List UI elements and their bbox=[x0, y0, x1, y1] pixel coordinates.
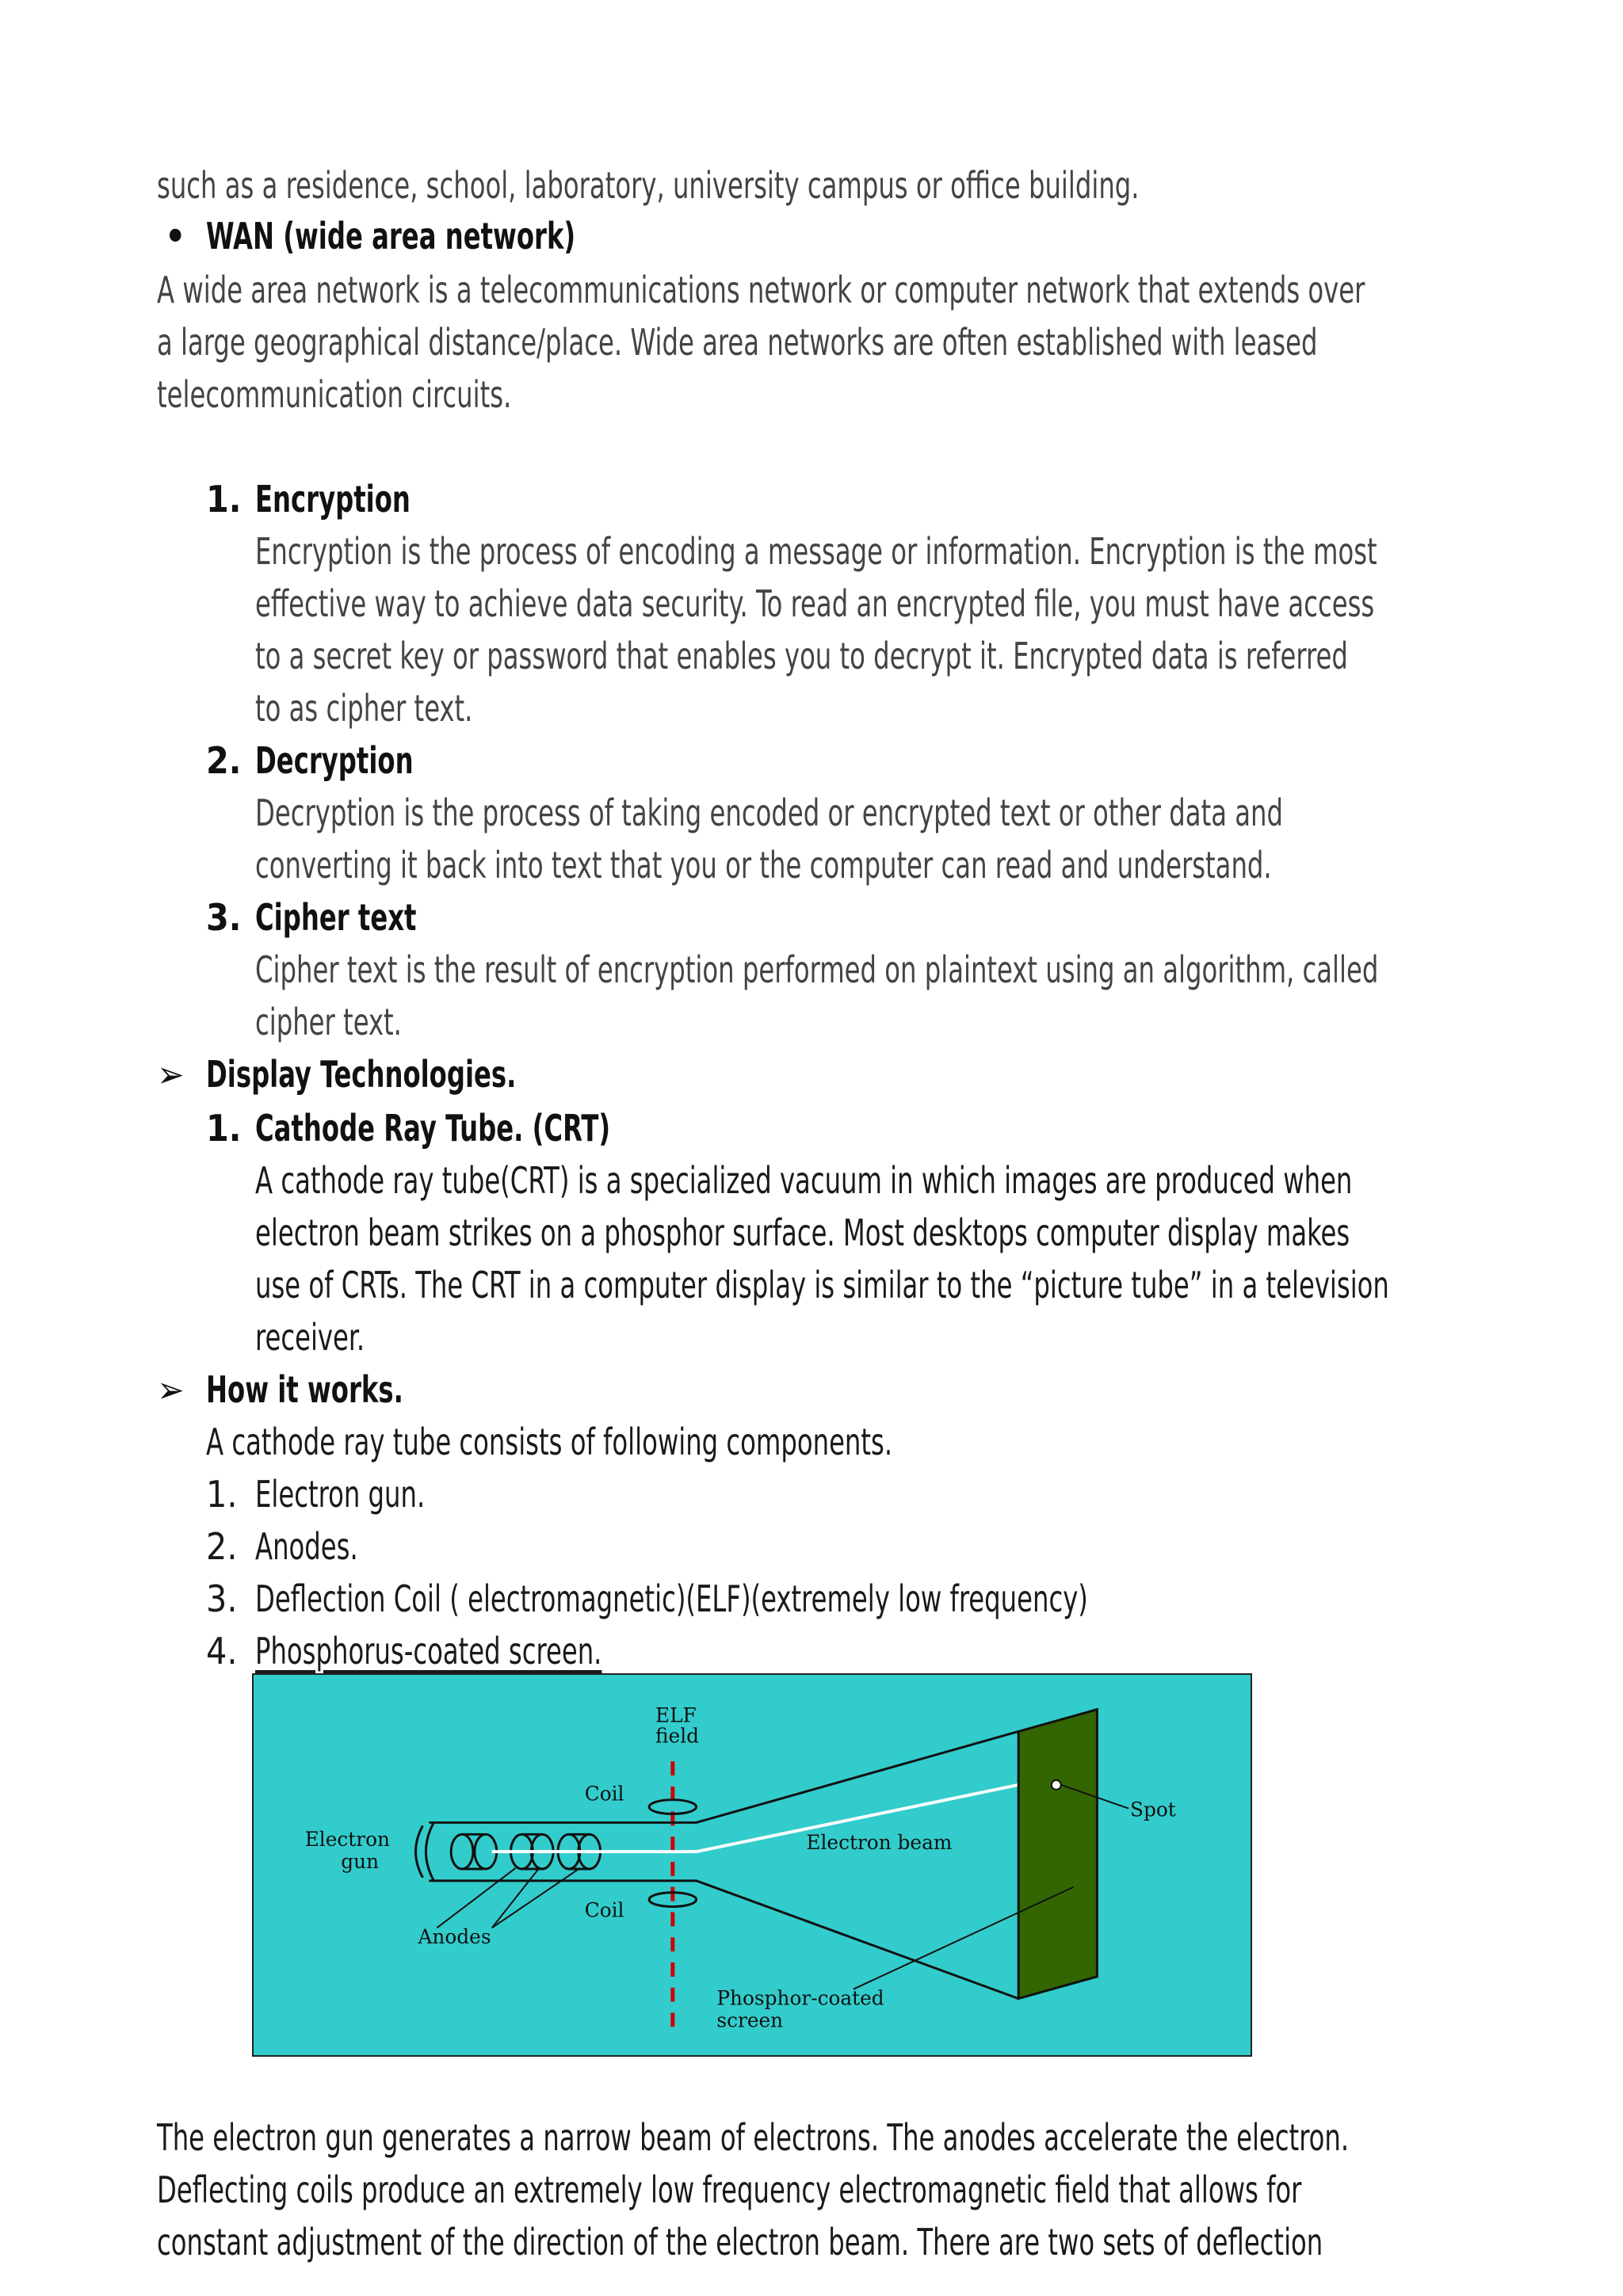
list-number: 2. bbox=[206, 739, 242, 782]
paragraph-line: receiver. bbox=[255, 1316, 365, 1359]
arrow-bullet-icon: ➢ bbox=[157, 1368, 185, 1411]
anodes-pointer bbox=[492, 1868, 540, 1928]
paragraph-line: A wide area network is a telecommunications network or computer network that extends over bbox=[157, 269, 1365, 311]
electron-beam-label: Electron beam bbox=[806, 1831, 953, 1855]
paragraph-line: such as a residence, school, laboratory, university campus or office building. bbox=[157, 164, 1140, 207]
paragraph-line: cipher text. bbox=[255, 1001, 402, 1043]
bullet-icon: • bbox=[165, 215, 186, 257]
paragraph-line: use of CRTs. The CRT in a computer display is similar to the “picture tube” in a television bbox=[255, 1264, 1389, 1306]
paragraph-line: telecommunication circuits. bbox=[157, 373, 512, 416]
elf-label: ELF bbox=[655, 1703, 697, 1727]
list-number: 1. bbox=[206, 1107, 242, 1150]
phosphor-screen bbox=[1018, 1710, 1097, 1999]
tube-back-outer bbox=[416, 1825, 423, 1877]
tube-back bbox=[426, 1822, 433, 1880]
spot-label: Spot bbox=[1130, 1798, 1176, 1821]
decryption-heading: Decryption bbox=[255, 739, 414, 782]
paragraph-line: A cathode ray tube consists of following components. bbox=[206, 1421, 893, 1463]
cipher-text-heading: Cipher text bbox=[255, 896, 417, 939]
list-number: 1. bbox=[206, 478, 242, 521]
field-label: field bbox=[655, 1724, 700, 1748]
coil-top-label: Coil bbox=[584, 1782, 624, 1806]
display-technologies-heading: Display Technologies. bbox=[206, 1053, 517, 1096]
paragraph-line: converting it back into text that you or the computer can read and understand. bbox=[255, 844, 1272, 887]
list-number: 3. bbox=[206, 896, 242, 939]
how-it-works-heading: How it works. bbox=[206, 1368, 403, 1411]
wan-heading: WAN (wide area network) bbox=[206, 215, 576, 257]
paragraph-line: constant adjustment of the direction of the electron beam. There are two sets of deflection bbox=[157, 2221, 1323, 2264]
paragraph-line: to a secret key or password that enables you to decrypt it. Encrypted data is referred bbox=[255, 635, 1348, 677]
component-item: Electron gun. bbox=[255, 1473, 426, 1516]
anodes-pointer bbox=[437, 1868, 515, 1928]
list-number: 2. bbox=[206, 1525, 238, 1568]
phosphor-coated-label: Phosphor-coated bbox=[716, 1986, 884, 2010]
electron-label: Electron bbox=[304, 1828, 390, 1852]
spot-icon bbox=[1052, 1780, 1061, 1790]
paragraph-line: effective way to achieve data security. To read an encrypted file, you must have access bbox=[255, 582, 1375, 625]
paragraph-line: electron beam strikes on a phosphor surface. Most desktops computer display makes bbox=[255, 1211, 1350, 1254]
anodes-label: Anodes bbox=[418, 1925, 491, 1949]
list-number: 3. bbox=[206, 1577, 238, 1620]
electron-gun-icon bbox=[451, 1834, 497, 1869]
paragraph-line: Cipher text is the result of encryption performed on plaintext using an algorithm, called bbox=[255, 948, 1379, 991]
paragraph-line: Decryption is the process of taking encoded or encrypted text or other data and bbox=[255, 791, 1283, 834]
crt-heading: Cathode Ray Tube. (CRT) bbox=[255, 1107, 611, 1150]
tube-upper-edge bbox=[429, 1731, 1018, 1822]
anodes-pointer bbox=[492, 1868, 580, 1928]
gun-label: gun bbox=[341, 1849, 380, 1873]
tube-lower-edge bbox=[429, 1881, 1018, 1999]
component-item: Deflection Coil ( electromagnetic)(ELF)(extremely low frequency) bbox=[255, 1577, 1088, 1620]
encryption-heading: Encryption bbox=[255, 478, 411, 521]
paragraph-line: Deflecting coils produce an extremely low frequency electromagnetic field that allows for bbox=[157, 2168, 1302, 2211]
component-item: Anodes. bbox=[255, 1525, 358, 1568]
paragraph-line: Encryption is the process of encoding a message or information. Encryption is the most bbox=[255, 530, 1377, 573]
paragraph-line: A cathode ray tube(CRT) is a specialized vacuum in which images are produced when bbox=[255, 1159, 1353, 1202]
coil-bottom-label: Coil bbox=[584, 1898, 624, 1922]
list-number: 1. bbox=[206, 1473, 238, 1516]
arrow-bullet-icon: ➢ bbox=[157, 1053, 185, 1096]
crt-diagram bbox=[252, 1673, 1252, 2057]
paragraph-line: The electron gun generates a narrow beam of electrons. The anodes accelerate the electron. bbox=[157, 2116, 1350, 2159]
list-number: 4. bbox=[206, 1630, 238, 1672]
component-item: Phosphorus-coated screen. bbox=[255, 1630, 602, 1672]
screen-label: screen bbox=[716, 2008, 784, 2032]
paragraph-line: a large geographical distance/place. Wide area networks are often established with leased bbox=[157, 321, 1318, 364]
paragraph-line: to as cipher text. bbox=[255, 687, 473, 730]
